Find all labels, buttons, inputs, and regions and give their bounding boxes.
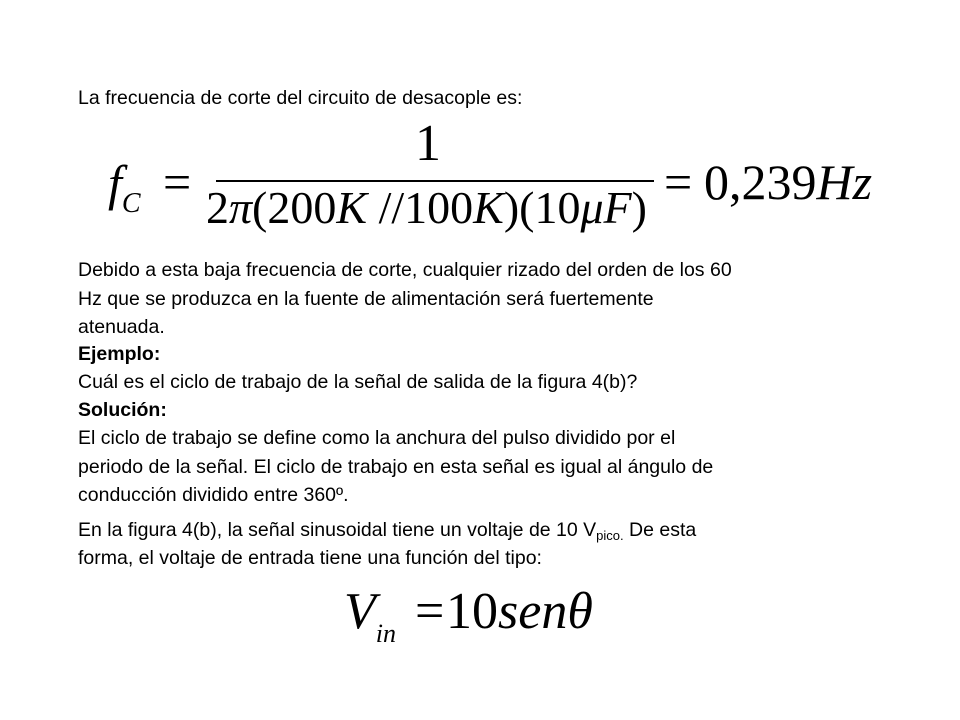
formula2-rhs: 10senθ	[446, 583, 593, 640]
para2-line-2: periodo de la señal. El ciclo de trabajo en esta señal es igual al ángulo de	[78, 456, 714, 478]
formula1-denominator: 2π(200K //100K)(10μF)	[206, 182, 647, 233]
para2-line-1: El ciclo de trabajo se define como la anchura del pulso dividido por el	[78, 427, 676, 449]
formula1-equals-1: =	[163, 154, 192, 210]
question-text: Cuál es el ciclo de trabajo de la señal de salida de la figura 4(b)?	[78, 371, 638, 393]
mu-symbol: μ	[580, 182, 604, 233]
para1-line-2: Hz que se produzca en la fuente de alimentación será fuertemente	[78, 288, 654, 310]
formula1-equals-2: =	[664, 154, 693, 210]
solucion-heading: Solución:	[78, 399, 167, 421]
para2-line-3: conducción dividido entre 360º.	[78, 484, 349, 506]
para3-line-2: forma, el voltaje de entrada tiene una función del tipo:	[78, 547, 542, 569]
para3-line-1: En la figura 4(b), la señal sinusoidal tiene un voltaje de 10 $V_{pico.}$ De esta	[78, 519, 697, 543]
intro-text: La frecuencia de corte del circuito de desacople es:	[78, 87, 523, 109]
formula1-f-symbol: f	[108, 155, 122, 211]
para1-line-3: atenuada.	[78, 316, 165, 338]
formula1-result: 0,239Hz	[704, 154, 873, 210]
formula2-v-symbol: V	[344, 583, 376, 640]
para1-line-1: Debido a esta baja frecuencia de corte, cualquier rizado del orden de los 60	[78, 259, 732, 281]
formula1-subscript: C	[121, 188, 141, 219]
pi-symbol: π	[229, 182, 253, 233]
ejemplo-heading: Ejemplo:	[78, 343, 161, 365]
formula2-equals: =	[415, 583, 445, 640]
formula1-numerator: 1	[415, 115, 441, 172]
theta-symbol: θ	[567, 583, 593, 640]
formula2-subscript: in	[375, 619, 396, 648]
vpico-subscript: pico.	[596, 528, 624, 543]
